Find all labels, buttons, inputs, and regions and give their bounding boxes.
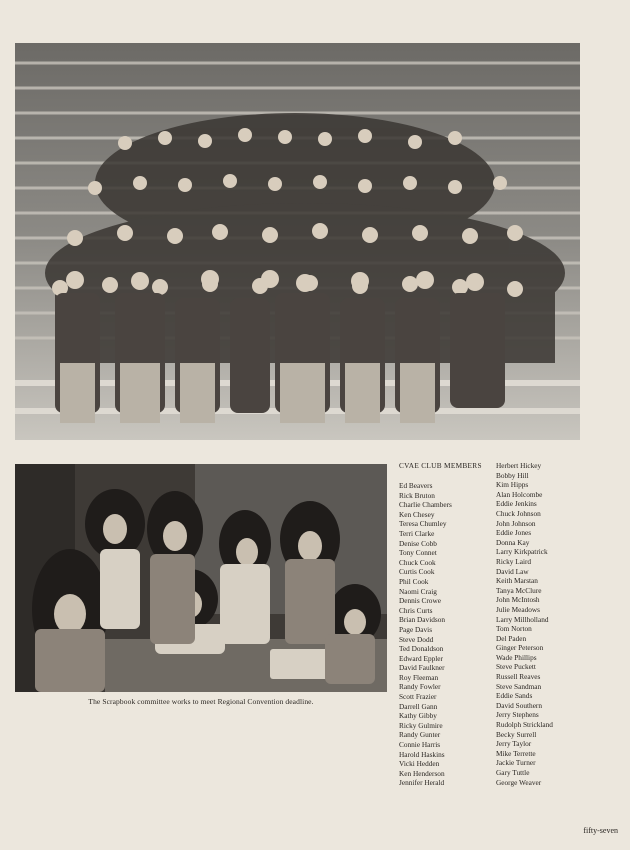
member-name: Wade Phillips xyxy=(496,652,537,662)
member-name: Brian Davidson xyxy=(399,615,446,625)
member-name: Chuck Johnson xyxy=(496,508,541,518)
member-name: Curtis Cook xyxy=(399,567,435,577)
member-name: Kathy Gibby xyxy=(399,711,437,721)
member-name: Randy Gunter xyxy=(399,730,441,740)
member-name: Eddie Jenkins xyxy=(496,499,537,509)
member-name: Darrell Gann xyxy=(399,701,438,711)
member-name: Keith Marstan xyxy=(496,576,538,586)
member-name: George Weaver xyxy=(496,777,542,787)
member-name: Kim Hipps xyxy=(496,480,529,490)
member-name: Bobby Hill xyxy=(496,470,529,480)
member-name: Phil Cook xyxy=(399,576,429,586)
member-name: Chuck Cook xyxy=(399,557,436,567)
scrapbook-photo-image xyxy=(15,464,387,692)
member-name: Mike Terrette xyxy=(496,748,536,758)
member-name: Jackie Turner xyxy=(496,758,536,768)
member-name: Russell Reaves xyxy=(496,672,541,682)
member-name: Steve Dodd xyxy=(399,634,434,644)
member-name: Ken Henderson xyxy=(399,768,445,778)
member-name: David Law xyxy=(496,566,529,576)
member-name: Donna Kay xyxy=(496,537,530,547)
member-name: Charlie Chambers xyxy=(399,500,452,510)
member-name: Eddie Sands xyxy=(496,691,533,701)
member-name: Julie Meadows xyxy=(496,604,540,614)
member-name: Del Paden xyxy=(496,633,527,643)
member-name: Naomi Craig xyxy=(399,586,437,596)
member-name: Gary Tuttle xyxy=(496,768,530,777)
member-name: David Southern xyxy=(496,700,543,710)
photo-caption: The Scrapbook committee works to meet Regional Convention deadline. xyxy=(88,697,314,706)
member-name: David Faulkner xyxy=(399,663,445,673)
member-name: Eddie Jones xyxy=(496,528,532,538)
member-name: Ken Chesey xyxy=(399,509,435,519)
member-name: Rick Bruton xyxy=(399,490,435,500)
member-name: Chris Curts xyxy=(399,605,433,615)
page-number: fifty-seven xyxy=(583,826,618,835)
member-name: Dennis Crowe xyxy=(399,596,441,606)
member-name: Ricky Gulmire xyxy=(399,720,443,730)
member-name: Randy Fowler xyxy=(399,682,441,692)
member-name: Larry Kirkpatrick xyxy=(496,547,548,557)
member-name: Vicki Hedden xyxy=(399,759,440,769)
member-name: Alan Holcombe xyxy=(496,489,543,499)
member-name: Page Davis xyxy=(399,624,433,634)
group-photo-image xyxy=(15,43,580,440)
member-name: Scott Frazier xyxy=(399,692,437,702)
member-name: Larry Millholland xyxy=(496,614,549,624)
member-name: Ricky Laird xyxy=(496,556,532,566)
member-name: Steve Puckett xyxy=(496,662,536,672)
member-name: Harold Haskins xyxy=(399,749,445,759)
member-name: Rudolph Strickland xyxy=(496,720,553,730)
member-name: Edward Eppler xyxy=(399,653,443,663)
member-name: Tanya McClure xyxy=(496,585,542,595)
member-name: Connie Harris xyxy=(399,740,441,750)
member-name: Jennifer Herald xyxy=(399,778,445,788)
scrapbook-committee-photo xyxy=(15,464,387,692)
member-name: Roy Fleeman xyxy=(399,672,439,682)
member-name: Becky Surrell xyxy=(496,729,537,739)
member-name: John Johnson xyxy=(496,518,536,528)
member-name: John McIntosh xyxy=(496,595,540,605)
member-name: Steve Sandman xyxy=(496,681,542,691)
member-name: Jerry Taylor xyxy=(496,739,532,749)
member-name: Jerry Stephens xyxy=(496,710,539,720)
roster-column-2 xyxy=(496,461,553,787)
member-name: Denise Cobb xyxy=(399,538,437,548)
roster-heading: CVAE CLUB MEMBERS xyxy=(399,461,482,470)
member-name: Herbert Hickey xyxy=(496,461,542,470)
member-name: Tony Connet xyxy=(399,548,437,558)
group-photo xyxy=(15,43,580,440)
member-name: Ed Beavers xyxy=(399,481,433,490)
roster-column-1 xyxy=(399,481,452,788)
member-name: Terri Clarke xyxy=(399,528,435,538)
member-name: Ted Donaldson xyxy=(399,644,444,654)
member-name: Ginger Peterson xyxy=(496,643,544,653)
member-name: Teresa Chumley xyxy=(399,519,447,529)
member-name: Tom Norton xyxy=(496,624,532,634)
